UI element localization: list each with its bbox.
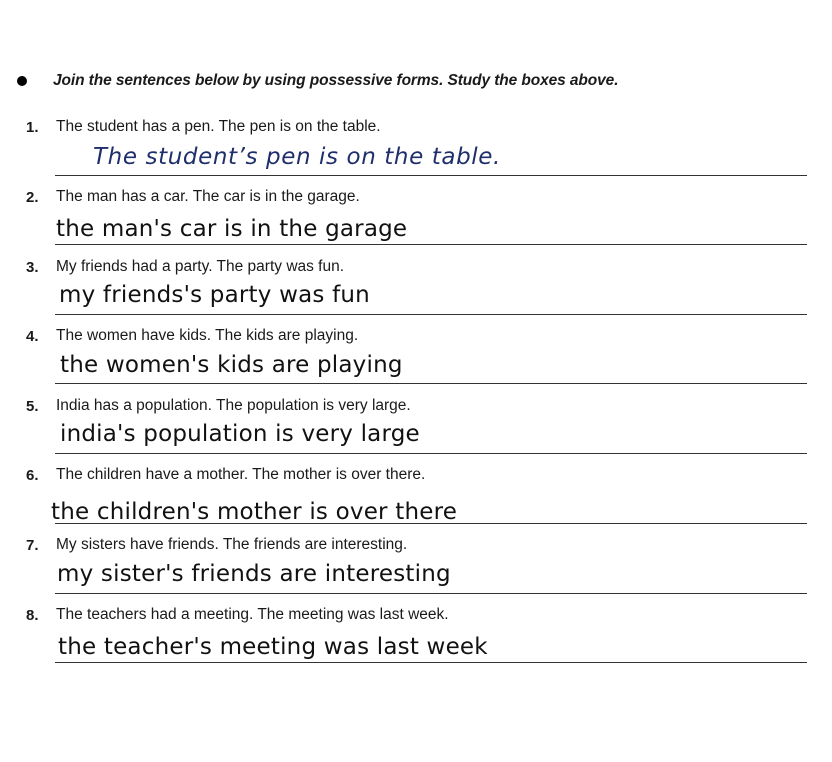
- item-prompt: The student has a pen. The pen is on the table.: [56, 118, 381, 135]
- answer-line: [55, 453, 807, 454]
- item-number: 4.: [26, 328, 39, 345]
- answer-text[interactable]: the children's mother is over there: [51, 499, 458, 525]
- instruction-text: Join the sentences below by using possessive forms. Study the boxes above.: [53, 72, 619, 89]
- answer-text[interactable]: my sister's friends are interesting: [57, 561, 451, 587]
- answer-line: [55, 523, 807, 524]
- answer-text[interactable]: the man's car is in the garage: [56, 216, 408, 242]
- item-prompt: The women have kids. The kids are playing.: [56, 327, 359, 344]
- answer-line: [55, 662, 807, 663]
- answer-text[interactable]: my friends's party was fun: [59, 282, 370, 308]
- instruction-row: [17, 72, 797, 92]
- answer-line: [55, 383, 807, 384]
- item-prompt: The teachers had a meeting. The meeting was last week.: [56, 606, 449, 623]
- answer-text[interactable]: india's population is very large: [60, 421, 420, 447]
- answer-text[interactable]: the women's kids are playing: [60, 352, 403, 378]
- item-prompt: The man has a car. The car is in the garage.: [56, 188, 360, 205]
- answer-line: [55, 593, 807, 594]
- item-prompt: My friends had a party. The party was fun.: [56, 258, 345, 275]
- item-number: 5.: [26, 398, 39, 415]
- item-prompt: My sisters have friends. The friends are interesting.: [56, 536, 408, 553]
- item-number: 7.: [26, 537, 39, 554]
- answer-line: [55, 244, 807, 245]
- answer-text[interactable]: The student’s pen is on the table.: [93, 144, 501, 170]
- item-prompt: India has a population. The population is very large.: [56, 397, 411, 414]
- item-number: 1.: [26, 119, 39, 136]
- answer-line: [55, 314, 807, 315]
- item-number: 3.: [26, 259, 39, 276]
- bullet-icon: [17, 76, 27, 86]
- item-number: 8.: [26, 607, 39, 624]
- item-number: 2.: [26, 189, 39, 206]
- answer-text[interactable]: the teacher's meeting was last week: [58, 634, 488, 660]
- item-number: 6.: [26, 467, 39, 484]
- answer-line: [55, 175, 807, 176]
- item-prompt: The children have a mother. The mother is over there.: [56, 466, 426, 483]
